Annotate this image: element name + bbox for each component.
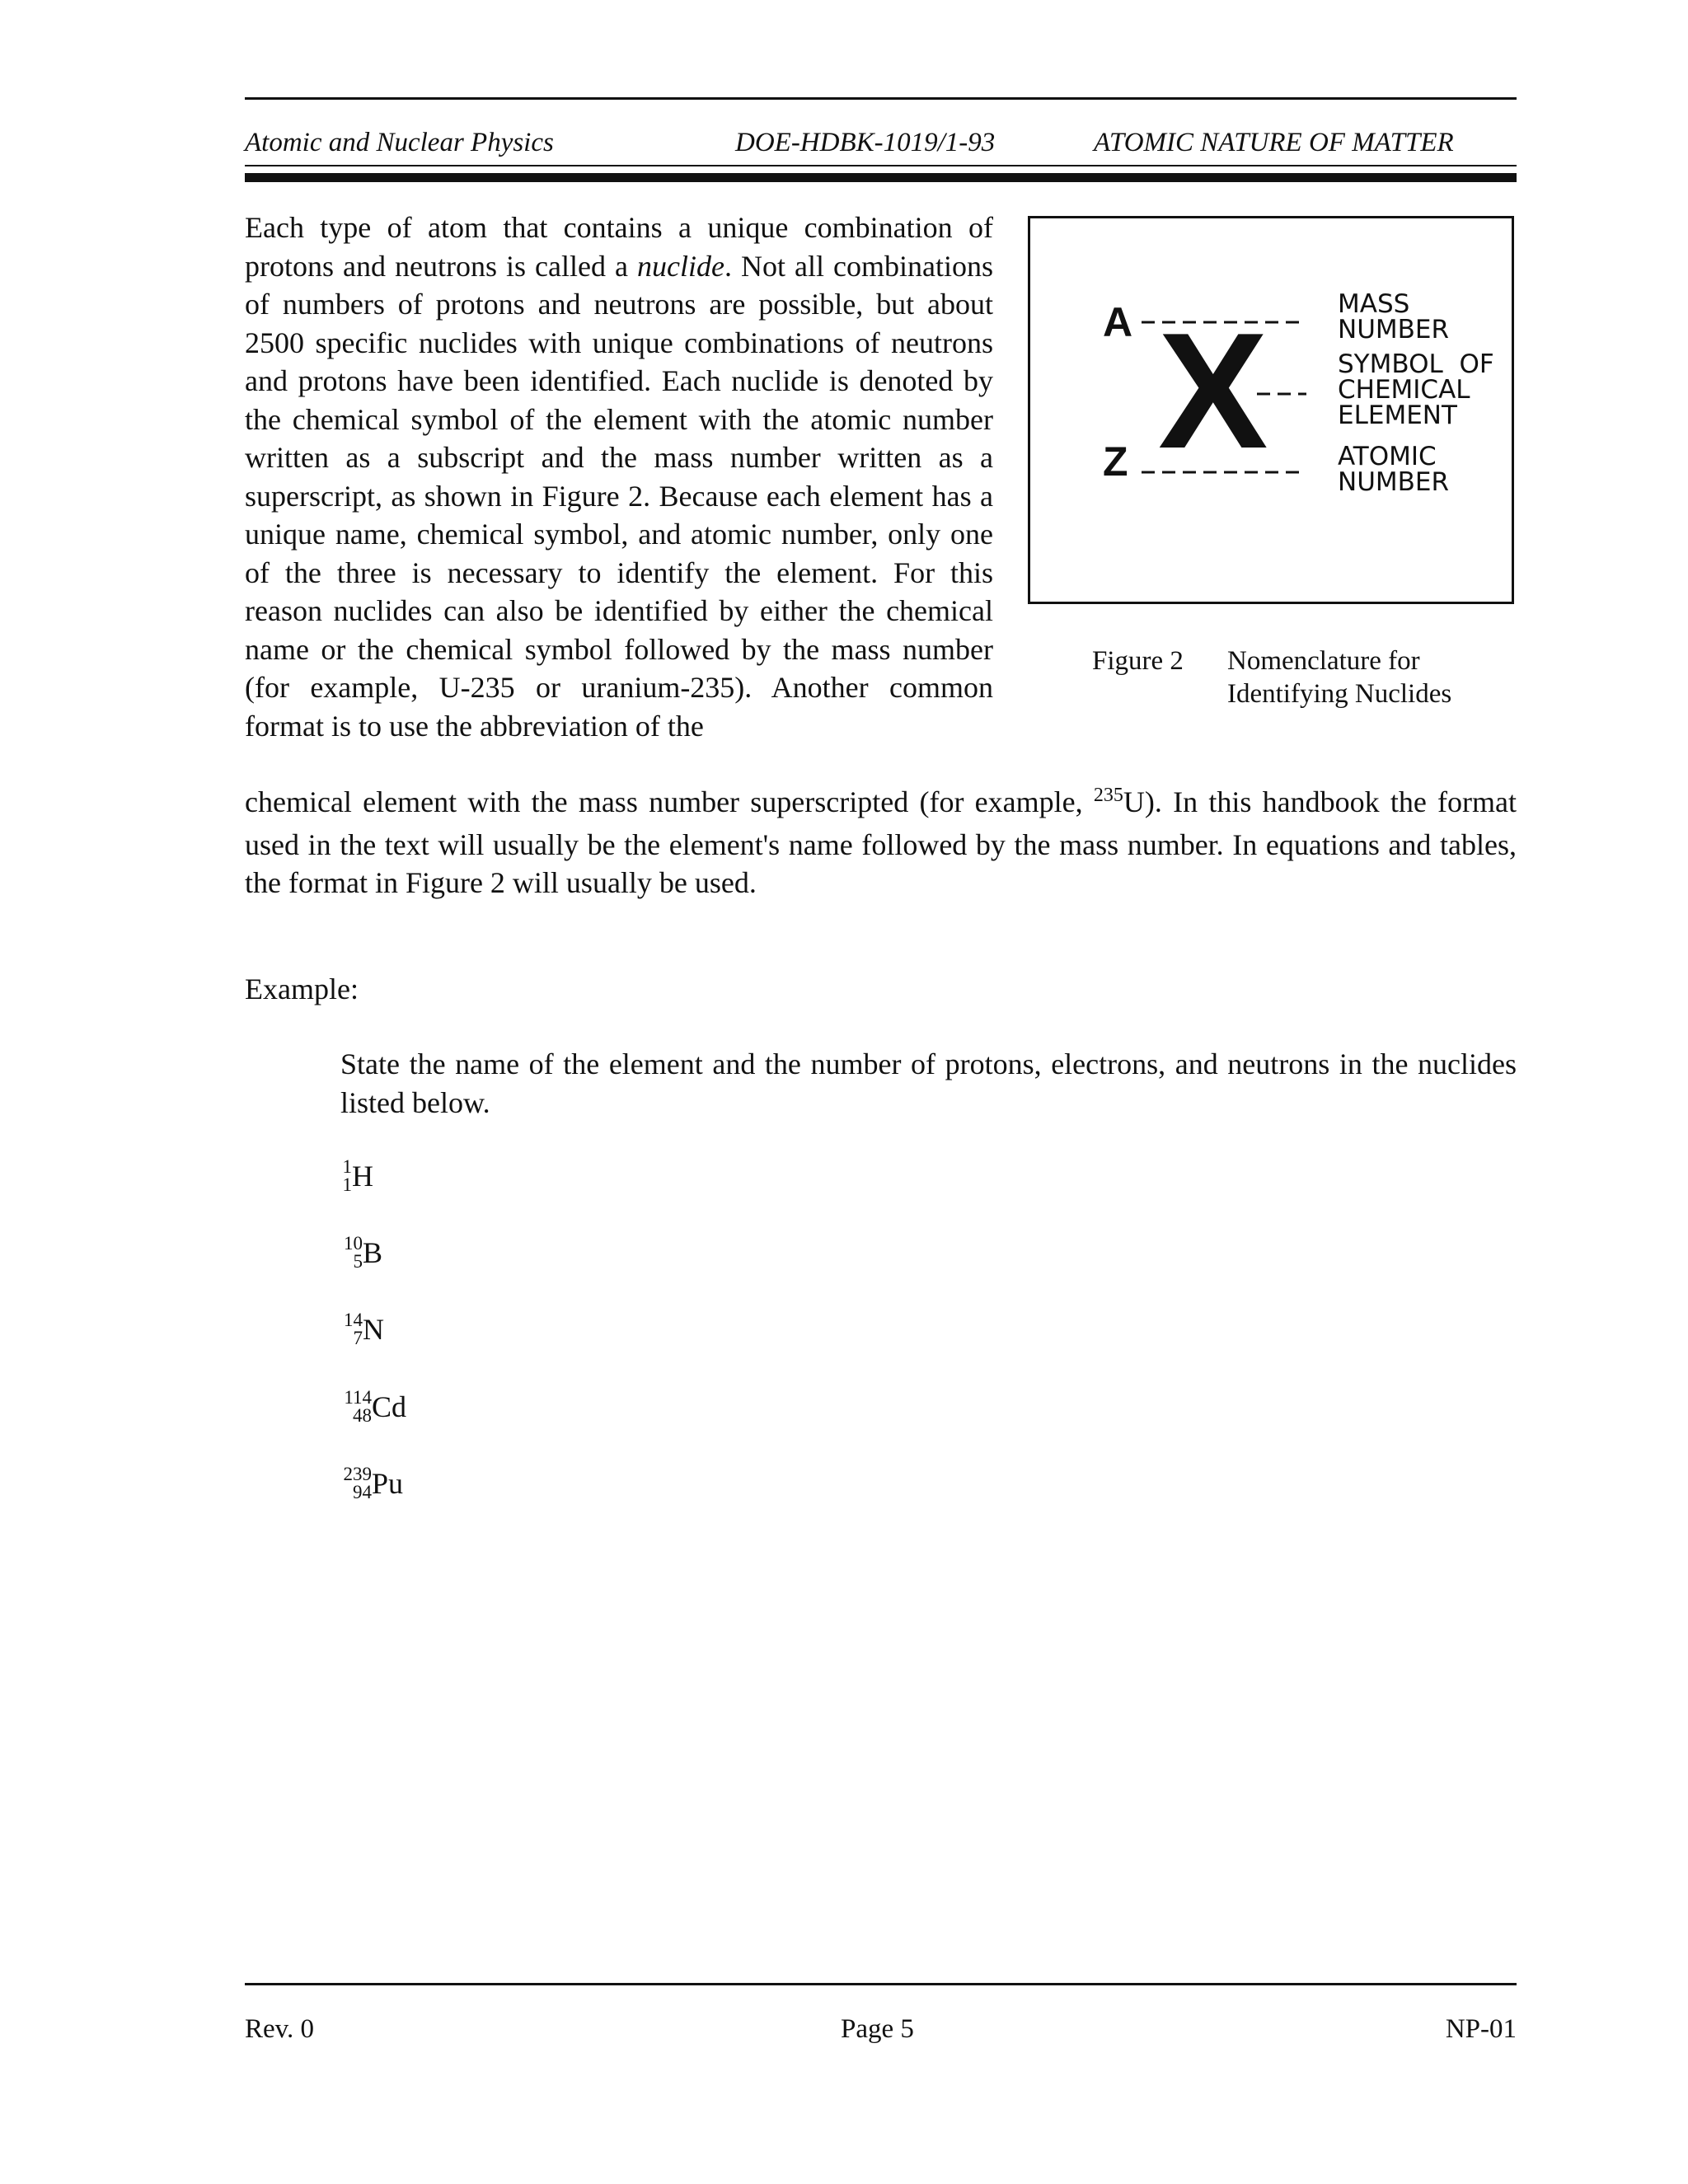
nuclide-list-item	[340, 1154, 373, 1203]
atomic-label-line-1: ATOMIC	[1338, 442, 1437, 471]
nuclide-symbol: H	[352, 1160, 373, 1193]
nuclide-mass-number: 1	[342, 1156, 352, 1177]
figure-caption-label: Figure 2	[1092, 646, 1184, 676]
nuclide-list-item	[340, 1385, 406, 1434]
header-left-title: Atomic and Nuclear Physics	[245, 128, 554, 157]
footer-revision: Rev. 0	[245, 2014, 315, 2044]
nuclide-atomic-number: 48	[353, 1405, 372, 1426]
nuclide-atomic-number: 94	[353, 1482, 372, 1502]
atomic-label-line-2: NUMBER	[1338, 467, 1450, 497]
nuclide-term: nuclide	[637, 249, 724, 283]
example-label: Example:	[245, 972, 359, 1005]
nuclide-list-item	[340, 1230, 382, 1280]
body-paragraph-2-part-2: U). In this handbook the format used in the text will usually be the element's name followed by the mass number. In equations and tables, the format in Figure 2 will usually be used.	[245, 785, 1517, 899]
footer-module-code: NP-01	[1445, 2014, 1517, 2044]
nuclide-list-item	[340, 1307, 384, 1357]
figure-caption-line-2: Identifying Nuclides	[1227, 679, 1452, 709]
nuclide-mass-number: 114	[344, 1387, 372, 1408]
nuclide-symbol: N	[363, 1313, 384, 1346]
header-section-title: ATOMIC NATURE OF MATTER	[1094, 128, 1454, 157]
nuclide-atomic-number: 5	[353, 1251, 363, 1272]
nuclide-mass-number: 14	[344, 1310, 363, 1330]
symbol-letter-x: X	[1158, 299, 1268, 483]
footer-page-number: Page 5	[841, 2014, 914, 2044]
nuclide-mass-number: 239	[343, 1464, 372, 1484]
uranium-mass-superscript: 235	[1093, 785, 1123, 806]
nuclide-symbol: Pu	[372, 1467, 404, 1500]
symbol-label-line-2: CHEMICAL	[1338, 375, 1470, 405]
header-document-number: DOE-HDBK-1019/1-93	[735, 128, 996, 157]
nuclide-mass-number: 10	[344, 1233, 363, 1254]
mass-letter-a: A	[1103, 299, 1133, 345]
body-paragraph-1-part-2: . Not all combinations of numbers of protons and neutrons are possible, but about 2500 specific nuclides with unique combinations of neutrons and protons have been identified. Each nuclide is denoted by the chemical symbol of the element with the atomic number written as a subscript and the mass number written as a superscript, as shown in Figure 2. Because each element has a unique name, chemical symbol, and atomic number, only one of the three is necessary to identify the element. For this reason nuclides can also be identified by either the chemical name or the chemical symbol followed by the mass number (for example, U-235 or uranium-235). Another common format is to use the abbreviation of the	[245, 249, 993, 743]
figure-2-box	[1028, 216, 1514, 604]
nuclide-symbol: B	[363, 1236, 383, 1269]
header-thin-rule	[245, 165, 1517, 166]
header-thick-rule	[245, 173, 1517, 182]
header-top-rule	[245, 97, 1517, 100]
body-paragraph-1-part-1: Each type of atom that contains a unique combination of protons and neutrons is called a	[245, 211, 993, 283]
body-paragraph-2	[245, 783, 1517, 902]
example-question: State the name of the element and the number of protons, electrons, and neutrons in the nuclides listed below.	[340, 1047, 1517, 1119]
body-paragraph-2-part-1: chemical element with the mass number superscripted (for example,	[245, 785, 1094, 818]
mass-label-line-2: NUMBER	[1338, 315, 1450, 344]
symbol-label-line-3: ELEMENT	[1338, 401, 1457, 430]
nuclide-notation-diagram	[1030, 218, 1512, 602]
nuclide-atomic-number: 1	[342, 1174, 352, 1195]
nuclide-atomic-number: 7	[353, 1328, 363, 1348]
body-paragraph-1	[245, 209, 993, 745]
figure-caption-line-1: Nomenclature for	[1227, 646, 1420, 676]
mass-label-line-1: MASS	[1338, 289, 1410, 319]
nuclide-symbol: Cd	[372, 1390, 407, 1423]
footer-rule	[245, 1983, 1517, 1985]
symbol-label-line-1: SYMBOL OF	[1338, 349, 1494, 379]
atomic-letter-z: Z	[1103, 438, 1128, 485]
nuclide-list-item	[340, 1461, 403, 1511]
